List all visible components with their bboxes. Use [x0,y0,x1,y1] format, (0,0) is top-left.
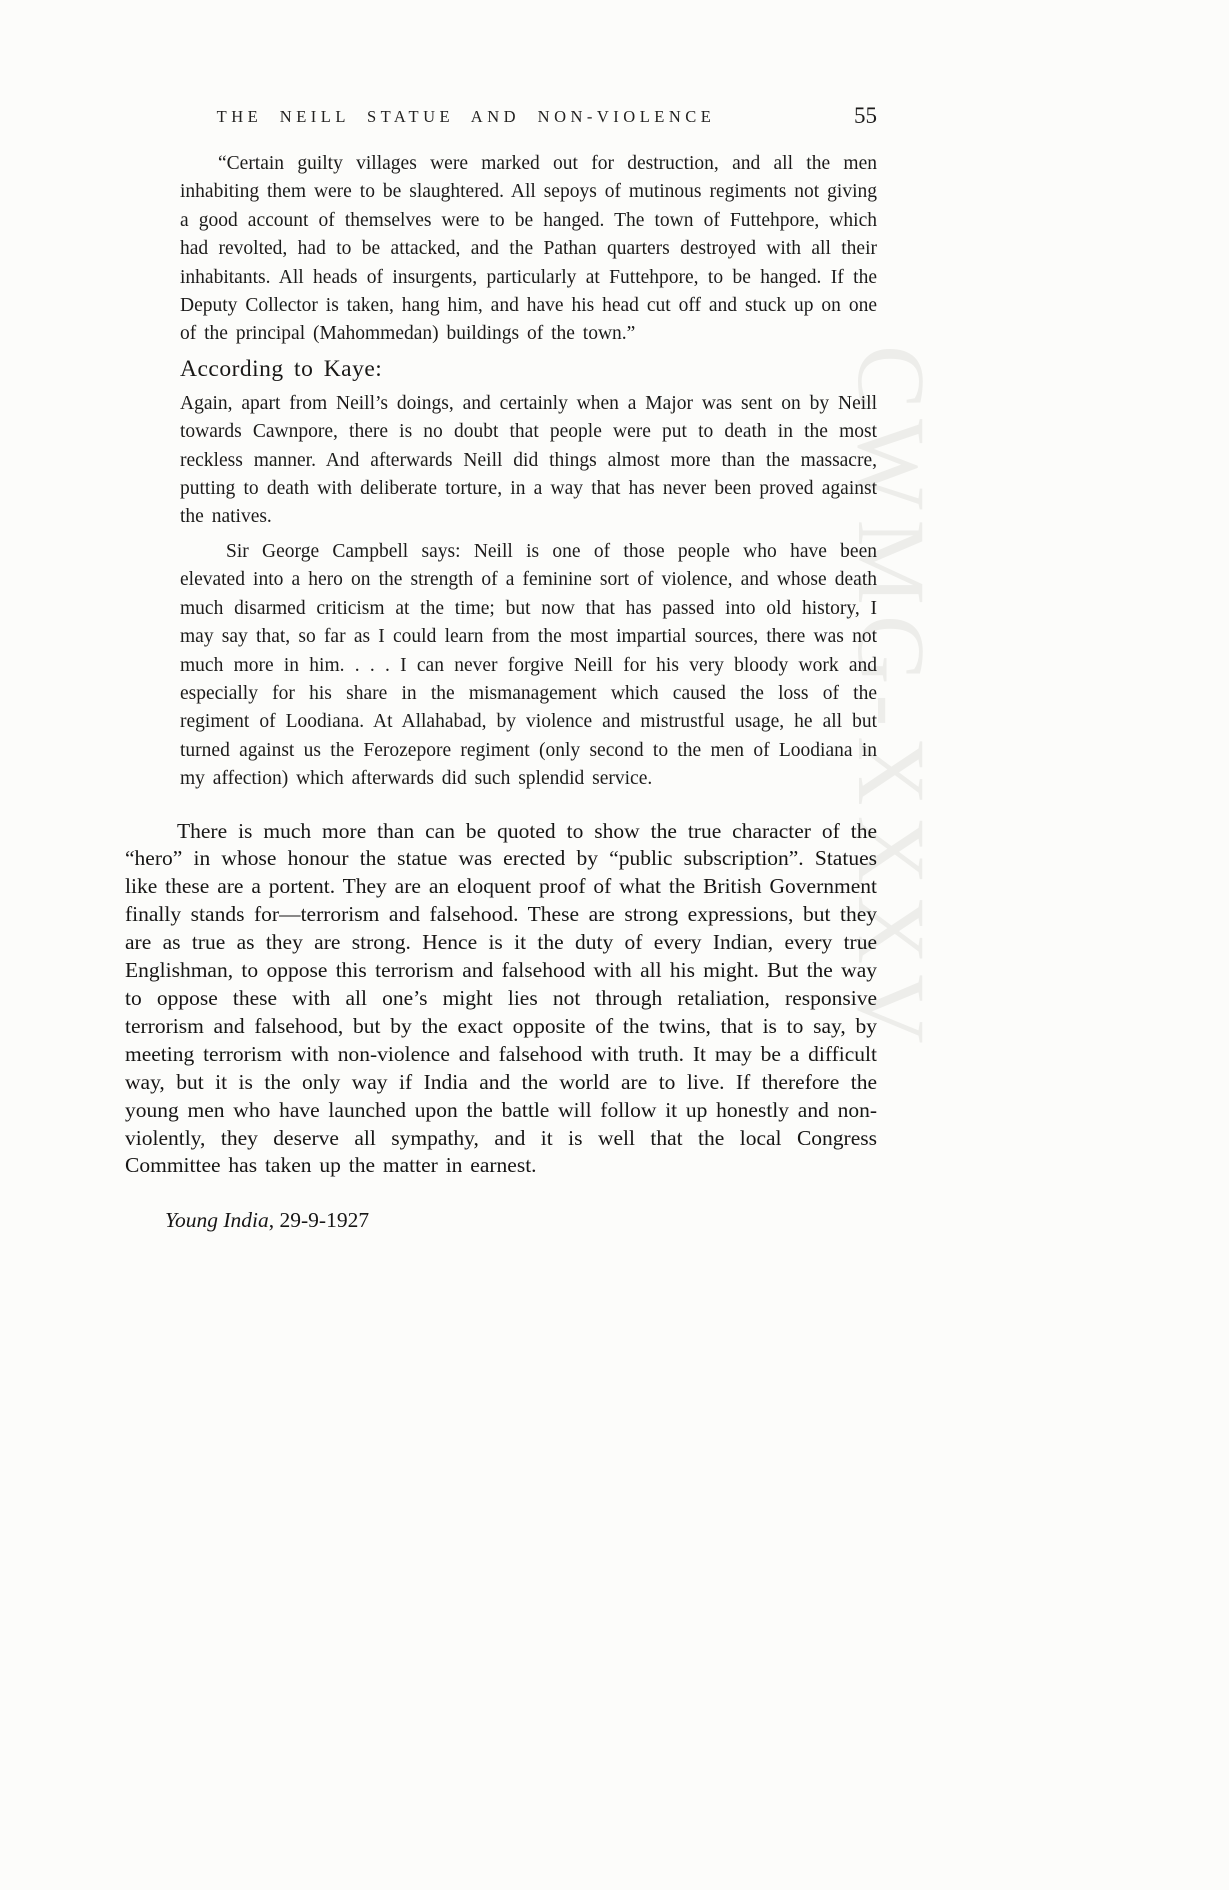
page-watermark: CWMG-XXXV [838,345,945,1054]
page-number: 55 [854,103,877,128]
text-block [125,150,877,1233]
kaye-heading: According to Kaye: [180,355,383,382]
citation-line [165,1208,877,1233]
main-paragraph: There is much more than can be quoted to show the true character of the “hero” in whose honour the statue was erected by “public subscription”. Statues like these are a portent. They are an eloquent proof of what the British Government finally stands for—terrorism and falsehood. These are strong expressions, but they are as true as they are strong. Hence is it the duty of every Indian, every true Englishman, to oppose this terrorism and falsehood with all his might. But the way to oppose these with all one’s might lies not through retaliation, responsive terrorism and falsehood, but by the exact opposite of the twins, that is to say, by meeting terrorism with non-violence and falsehood with truth. It may be a difficult way, but it is the only way if India and the world are to live. If therefore the young men who have launched upon the battle will follow it up honestly and non-violently, they deserve all sympathy, and it is well that the local Congress Committee has taken up the matter in earnest. [125,818,877,1178]
running-title: THE NEILL STATUE AND NON-VIOLENCE [216,107,716,126]
page-header [125,103,877,133]
quote-kaye: Again, apart from Neill’s doings, and certainly when a Major was sent on by Neill towards Cawnpore, there is no doubt that people were put to death in the most reckless manner. And afterwards Neill did things almost more than the massacre, putting to death with deliberate torture, in a way that has never been proved against the natives. [180,392,877,528]
citation-date: , 29-9-1927 [268,1208,370,1233]
quote-campbell: Sir George Campbell says: Neill is one of those people who have been elevated into a hero on the strength of a feminine sort of violence, and whose death much disarmed criticism at the time; but now that has passed into old history, I may say that, so far as I could learn from the most impartial sources, there was not much more in him. . . . I can never forgive Neill for his very bloody work and especially for his share in the mismanagement which caused the loss of the regiment of Loodiana. At Allahabad, by violence and mistrustful usage, he all but turned against us the Ferozepore regiment (only second to the men of Loodiana in my affection) which afterwards did such splendid service. [180,540,877,790]
quote-villages: “Certain guilty villages were marked out for destruction, and all the men inhabiting them were to be slaughtered. All sepoys of mutinous regiments not giving a good account of themselves were to be hanged. The town of Futtehpore, which had revolted, had to be attacked, and the Pathan quarters destroyed with all their inhabitants. All heads of insurgents, particularly at Futtehpore, to be hanged. If the Deputy Collector is taken, hang him, and have his head cut off and stuck up on one of the principal (Mahommedan) buildings of the town.” [180,153,877,345]
citation-work-title: Young India [165,1208,269,1233]
